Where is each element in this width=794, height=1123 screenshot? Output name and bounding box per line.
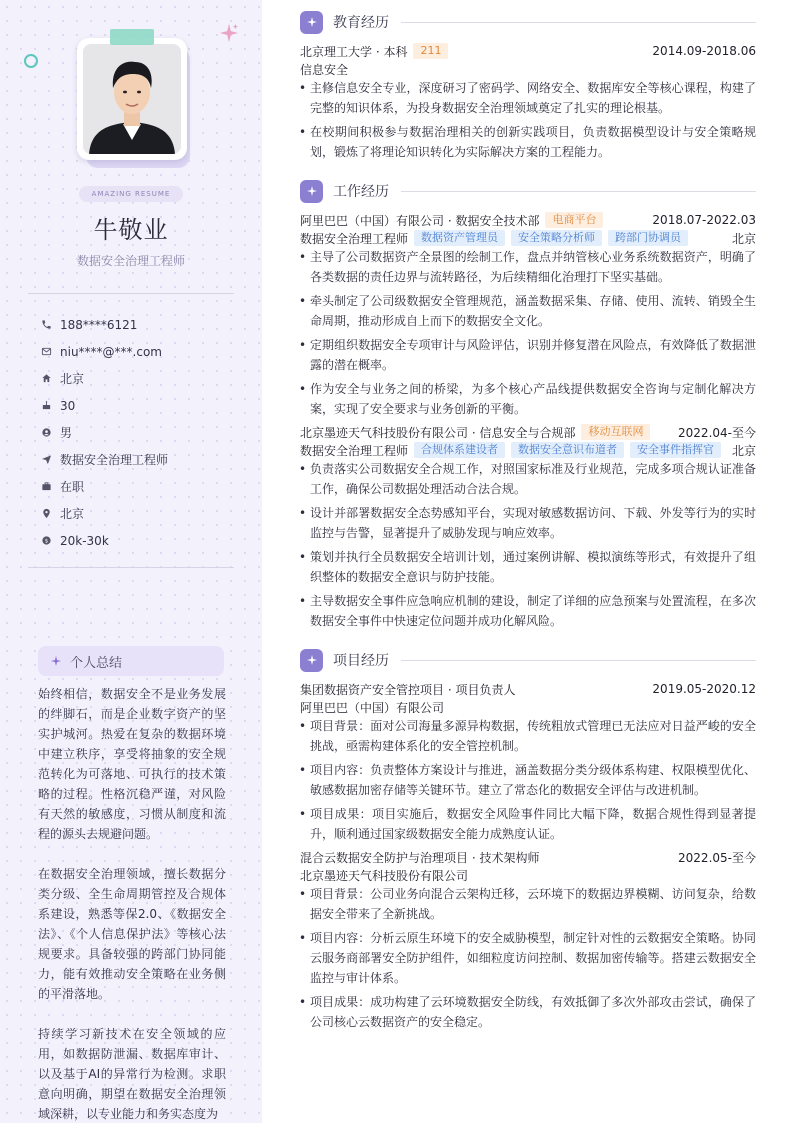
list-item: • 主导了公司数据资产全景图的绘制工作，盘点并纳管核心业务系统数据资产，明确了各类数据的责任边界与流转路径，为后续精细化治理打下坚实基础。 xyxy=(300,247,756,287)
job-position: 数据安全治理工程师 xyxy=(300,443,409,458)
major: 信息安全 xyxy=(300,62,349,77)
contact-list xyxy=(40,311,240,554)
send-icon xyxy=(40,454,52,466)
contact-text: 在职 xyxy=(60,480,85,494)
project-name: 混合云数据安全防护与治理项目 · 技术架构师 xyxy=(300,850,540,865)
contact-job-intent xyxy=(40,446,240,473)
list-item: • 项目成果：项目实施后，数据安全风险事件同比大幅下降，数据合规性得到显著提升，顺利通过国家级数据安全能力成熟度认证。 xyxy=(300,804,756,844)
summary-text xyxy=(38,684,226,1123)
job-period: 2022.04-至今 xyxy=(678,425,756,440)
company-name: 阿里巴巴（中国）有限公司 · 数据安全技术部 xyxy=(300,213,540,228)
list-item: • 项目内容：负责整体方案设计与推进，涵盖数据分类分级体系构建、权限模型优化、敏感数据加密存储等关键环节。建立了常态化的数据安全评估与改进机制。 xyxy=(300,760,756,800)
education-bullets xyxy=(300,78,756,166)
projects-section-heading xyxy=(300,648,756,672)
job-period: 2018.07-2022.03 xyxy=(652,213,756,227)
project-company: 北京墨迹天气科技股份有限公司 xyxy=(300,868,469,883)
gender-icon xyxy=(40,427,52,439)
education-major-row xyxy=(300,60,756,78)
education-header-row xyxy=(300,42,756,60)
project-header-row xyxy=(300,848,756,866)
contact-text: 20k-30k xyxy=(60,533,109,548)
summary-heading xyxy=(38,646,224,676)
resume-badge: AMAZING RESUME xyxy=(79,186,183,202)
contact-text: niu****@***.com xyxy=(60,344,162,359)
job-header-row xyxy=(300,423,756,441)
section-title: 教育经历 xyxy=(333,15,389,31)
project-header-row xyxy=(300,680,756,698)
industry-tag: 移动互联网 xyxy=(581,424,650,440)
list-item: • 在校期间积极参与数据治理相关的创新实践项目，负责数据模型设计与安全策略规划，锻炼了将理论知识转化为实际解决方案的工程能力。 xyxy=(300,122,756,162)
contact-phone xyxy=(40,311,240,338)
mail-icon xyxy=(40,346,52,358)
summary-paragraph: 在数据安全治理领域，擅长数据分类分级、全生命周期管控及合规体系建设，熟悉等保2.0、《数据安全法》、《个人信息保护法》等核心法规要求。具备较强的跨部门协同能力，能有效推动安全策略在业务侧的平滑落地。 xyxy=(38,867,226,1001)
project-company: 阿里巴巴（中国）有限公司 xyxy=(300,700,445,715)
sparkle-icon xyxy=(50,655,62,667)
education-period: 2014.09-2018.06 xyxy=(652,44,756,58)
skill-tag: 安全策略分析师 xyxy=(511,230,602,246)
section-divider xyxy=(401,660,756,661)
contact-email xyxy=(40,338,240,365)
work-section-heading xyxy=(300,179,756,203)
sidebar xyxy=(0,0,262,1123)
list-item: • 负责落实公司数据安全合规工作，对照国家标准及行业规范，完成多项合规认证准备工作，确保公司数据处理活动合法合规。 xyxy=(300,459,756,499)
list-item: • 牵头制定了公司级数据安全管理规范，涵盖数据采集、存储、使用、流转、销毁全生命周期，推动形成自上而下的数据安全文化。 xyxy=(300,291,756,331)
list-item: • 设计并部署数据安全态势感知平台，实现对敏感数据访问、下载、外发等行为的实时监控与告警，显著提升了威胁发现与响应效率。 xyxy=(300,503,756,543)
project-name: 集团数据资产安全管控项目 · 项目负责人 xyxy=(300,682,516,697)
contact-age xyxy=(40,392,240,419)
project-company-row xyxy=(300,866,756,884)
sparkle-icon xyxy=(300,180,323,203)
project-bullets xyxy=(300,716,756,848)
home-icon xyxy=(40,373,52,385)
summary-paragraph: 始终相信，数据安全不是业务发展的绊脚石，而是企业数字资产的坚实护城河。热爱在复杂的数据环境中建立秩序，享受将抽象的安全规范转化为可落地、可执行的技术策略的过程。性格沉稳严谨，对风险有天然的敏感度，习惯从制度和流程的源头去规避问题。 xyxy=(38,687,226,841)
sparkle-decoration-icon xyxy=(218,22,240,44)
summary-paragraph: 持续学习新技术在安全领域的应用，如数据防泄漏、数据库审计、以及基于AI的异常行为检测。求职意向明确，期望在数据安全治理领域深耕，以专业能力和务实态度为 xyxy=(38,1027,226,1121)
phone-icon xyxy=(40,319,52,331)
sidebar-divider xyxy=(28,293,234,294)
section-divider xyxy=(401,22,756,23)
contact-location xyxy=(40,500,240,527)
profile-photo-frame xyxy=(77,38,187,160)
candidate-role: 数据安全治理工程师 xyxy=(76,254,185,268)
project-period: 2019.05-2020.12 xyxy=(652,682,756,696)
section-title: 项目经历 xyxy=(333,653,389,669)
job-bullets xyxy=(300,459,756,635)
project-bullets xyxy=(300,884,756,1036)
cake-icon xyxy=(40,400,52,412)
skill-tag: 合规体系建设者 xyxy=(414,442,505,458)
contact-gender xyxy=(40,419,240,446)
job-bullets xyxy=(300,247,756,423)
salary-icon xyxy=(40,535,52,547)
contact-text: 北京 xyxy=(60,372,85,386)
job-header-row xyxy=(300,211,756,229)
list-item: • 主修信息安全专业，深度研习了密码学、网络安全、数据库安全等核心课程，构建了完整的知识体系，为投身数据安全治理领域奠定了扎实的理论根基。 xyxy=(300,78,756,118)
skill-tag: 跨部门协调员 xyxy=(608,230,688,246)
candidate-name: 牛敬业 xyxy=(93,216,169,244)
company-name: 北京墨迹天气科技股份有限公司 · 信息安全与合规部 xyxy=(300,425,576,440)
job-city: 北京 xyxy=(731,443,756,458)
contact-text: 北京 xyxy=(60,507,85,521)
industry-tag: 电商平台 xyxy=(545,212,603,228)
list-item: • 项目背景：面对公司海量多源异构数据，传统粗放式管理已无法应对日益严峻的安全挑战，亟需构建体系化的安全管控机制。 xyxy=(300,716,756,756)
skill-tag: 安全事件指挥官 xyxy=(630,442,721,458)
list-item: • 项目成果：成功构建了云环境数据安全防线，有效抵御了多次外部攻击尝试，确保了公司核心云数据资产的安全稳定。 xyxy=(300,992,756,1032)
section-divider xyxy=(401,191,756,192)
briefcase-icon xyxy=(40,481,52,493)
contact-text: 男 xyxy=(60,426,73,440)
location-pin-icon xyxy=(40,508,52,520)
contact-text: 数据安全治理工程师 xyxy=(60,453,169,467)
job-city: 北京 xyxy=(731,231,756,246)
list-item: • 项目内容：分析云原生环境下的安全威胁模型，制定针对性的云数据安全策略。协同云服务商部署安全防护组件，如细粒度访问控制、数据加密传输等。搭建云数据安全监控与审计体系。 xyxy=(300,928,756,988)
job-position: 数据安全治理工程师 xyxy=(300,231,409,246)
tape-decoration xyxy=(110,29,154,45)
ring-decoration-icon xyxy=(24,54,38,68)
project-period: 2022.05-至今 xyxy=(678,850,756,865)
skill-tag: 数据安全意识布道者 xyxy=(511,442,624,458)
project-company-row xyxy=(300,698,756,716)
contact-text: 188****6121 xyxy=(60,317,138,332)
section-title: 工作经历 xyxy=(333,184,389,200)
sparkle-icon xyxy=(300,11,323,34)
job-position-row xyxy=(300,229,756,247)
school-name: 北京理工大学 · 本科 xyxy=(300,44,408,59)
list-item: • 主导数据安全事件应急响应机制的建设，制定了详细的应急预案与处置流程，在多次数据安全事件中快速定位问题并成功化解风险。 xyxy=(300,591,756,631)
list-item: • 策划并执行全员数据安全培训计划，通过案例讲解、模拟演练等形式，有效提升了组织整体的数据安全意识与防护技能。 xyxy=(300,547,756,587)
sparkle-icon xyxy=(300,649,323,672)
contact-status xyxy=(40,473,240,500)
job-position-row xyxy=(300,441,756,459)
main-content xyxy=(300,0,756,1123)
education-section-heading xyxy=(300,10,756,34)
profile-photo xyxy=(83,44,181,154)
contact-city xyxy=(40,365,240,392)
summary-title: 个人总结 xyxy=(70,655,123,671)
list-item: • 项目背景：公司业务向混合云架构迁移，云环境下的数据边界模糊、访问复杂，给数据安全带来了全新挑战。 xyxy=(300,884,756,924)
skill-tag: 数据资产管理员 xyxy=(414,230,505,246)
list-item: • 作为安全与业务之间的桥梁，为多个核心产品线提供数据安全咨询与定制化解决方案，实现了安全要求与业务创新的平衡。 xyxy=(300,379,756,419)
svg-text:$: $ xyxy=(44,538,48,545)
sidebar-divider xyxy=(28,567,234,568)
school-tag: 211 xyxy=(413,43,448,59)
contact-salary xyxy=(40,527,240,554)
contact-text: 30 xyxy=(60,398,76,413)
list-item: • 定期组织数据安全专项审计与风险评估，识别并修复潜在风险点，有效降低了数据泄露的潜在概率。 xyxy=(300,335,756,375)
